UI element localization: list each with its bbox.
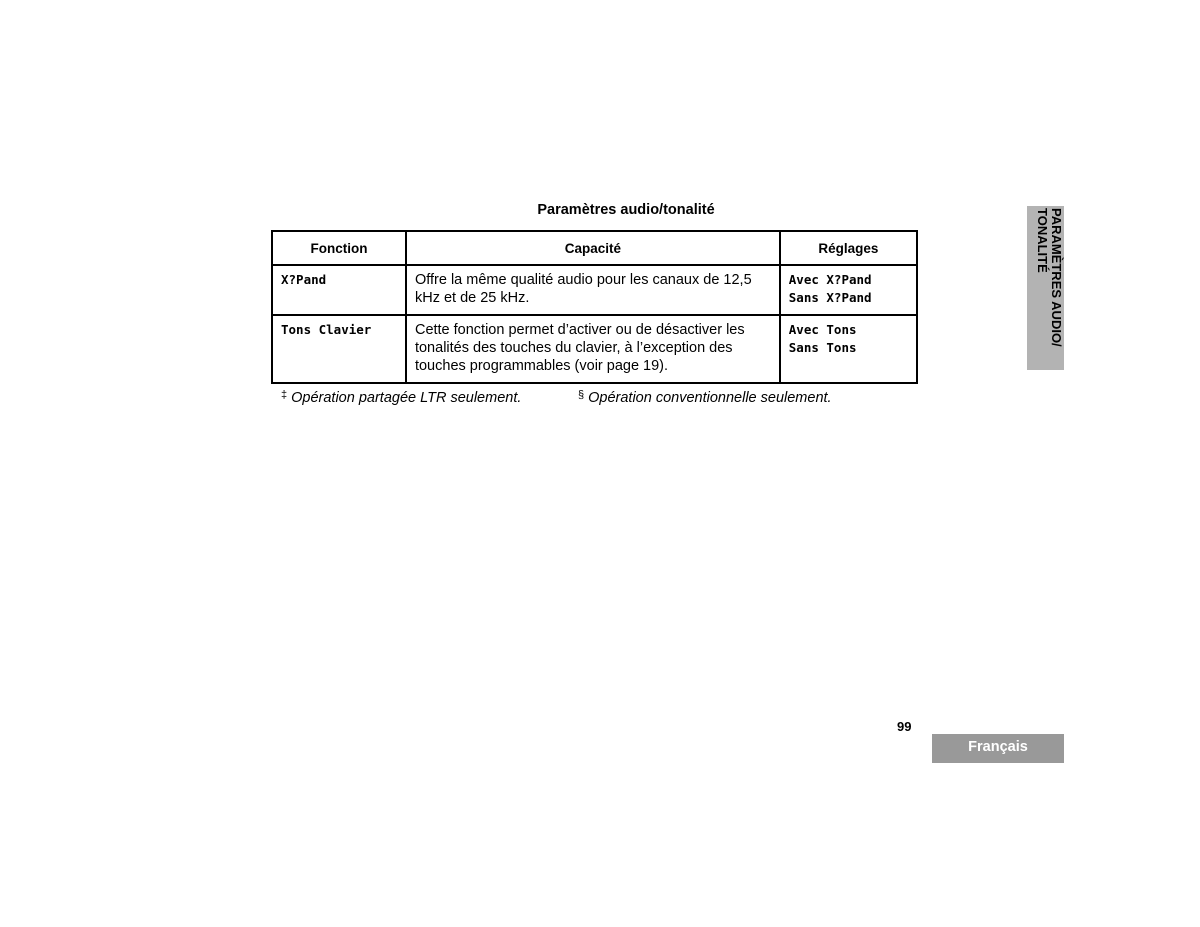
footnote-conventional [578, 389, 832, 406]
table-header-row [272, 231, 917, 265]
setting-option: Avec X?Pand [788, 272, 872, 287]
table-title: Paramètres audio/tonalité [537, 202, 715, 218]
language-tab: Français [932, 734, 1064, 763]
table-row [272, 315, 917, 383]
footnote-ltr [281, 389, 521, 406]
section-symbol: § [578, 389, 585, 401]
capacity-cell: Cette fonction permet d’activer ou de désactiver les tonalités des touches du clavier, à l’exception des touches programmables (voir page 19). [406, 315, 780, 383]
audio-tone-settings-table [271, 230, 918, 384]
page-number: 99 [897, 719, 912, 734]
footnote-text: Opération conventionnelle seulement. [588, 390, 832, 406]
function-name: X?Pand [281, 272, 327, 287]
side-tab-line: PARAMÈTRES AUDIO/ [1049, 208, 1064, 347]
setting-option: Avec Tons [788, 322, 857, 337]
capacity-cell: Offre la même qualité audio pour les canaux de 12,5 kHz et de 25 kHz. [406, 265, 780, 315]
settings-cell [780, 315, 917, 383]
setting-option: Sans X?Pand [788, 290, 872, 305]
table-row [272, 265, 917, 315]
function-name: Tons Clavier [281, 322, 372, 337]
side-tab-label [1035, 208, 1063, 368]
section-side-tab [1027, 206, 1064, 370]
footnote-text: Opération partagée LTR seulement. [291, 390, 522, 406]
side-tab-line: TONALITÉ [1035, 208, 1050, 273]
settings-cell [780, 265, 917, 315]
header-function: Fonction [272, 231, 406, 265]
double-dagger-symbol: ‡ [281, 389, 288, 401]
function-cell [272, 265, 406, 315]
function-cell [272, 315, 406, 383]
header-capacity: Capacité [406, 231, 780, 265]
setting-option: Sans Tons [788, 340, 857, 355]
header-settings: Réglages [780, 231, 917, 265]
